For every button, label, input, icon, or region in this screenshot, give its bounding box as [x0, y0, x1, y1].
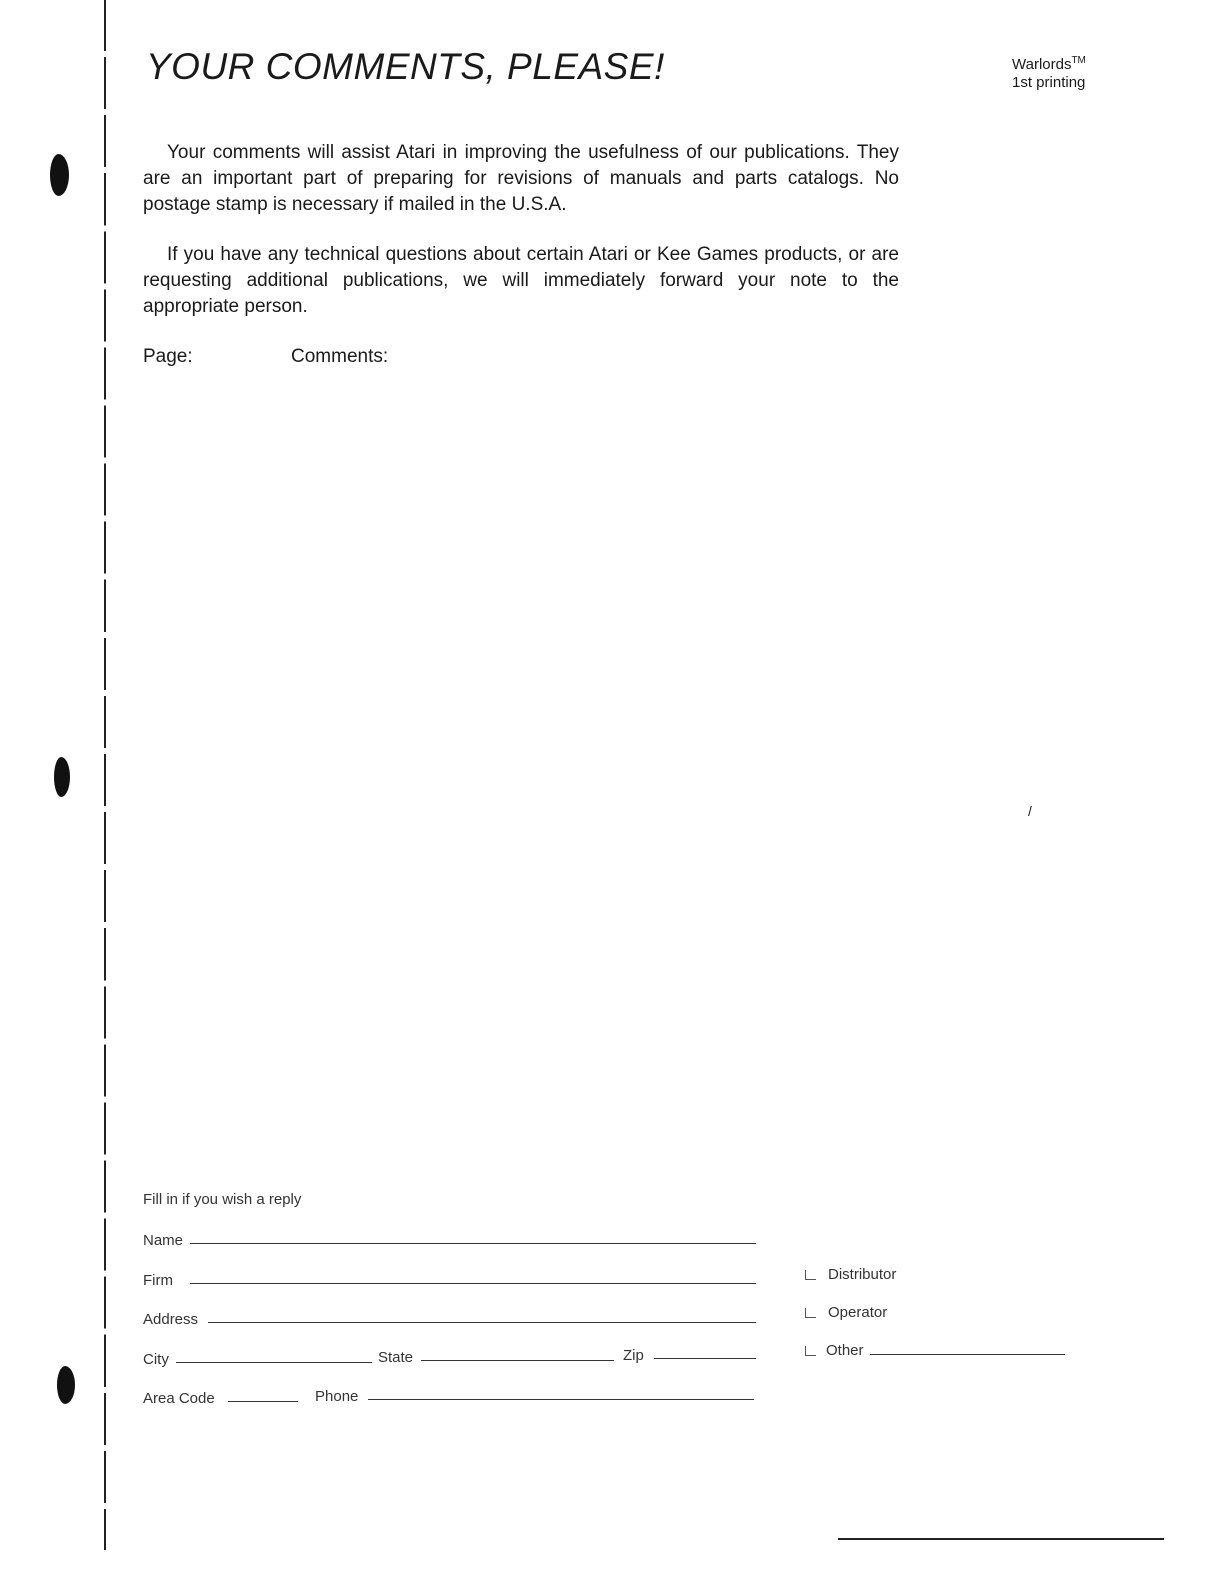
city-label: City [143, 1351, 169, 1368]
distributor-checkbox[interactable] [805, 1270, 816, 1280]
state-label: State [378, 1349, 414, 1366]
firm-label: Firm [143, 1272, 173, 1289]
other-label: Other [826, 1342, 864, 1359]
other-field[interactable] [870, 1354, 1065, 1355]
page-title: YOUR COMMENTS, PLEASE! [146, 46, 665, 87]
operator-label: Operator [828, 1304, 888, 1321]
punch-hole-top [50, 154, 69, 196]
area-code-label: Area Code [143, 1390, 215, 1407]
firm-field[interactable] [190, 1283, 756, 1284]
intro-paragraph-2: If you have any technical questions about certain Atari or Kee Games products, or are requesting additional publications, we will immediately forward your note to the appropriate person. [143, 244, 899, 317]
zip-field[interactable] [654, 1358, 756, 1359]
city-field[interactable] [176, 1362, 372, 1363]
reply-instruction: Fill in if you wish a reply [143, 1191, 302, 1208]
punch-hole-middle [54, 757, 70, 797]
operator-checkbox[interactable] [805, 1308, 816, 1318]
name-field[interactable] [190, 1243, 756, 1244]
distributor-label: Distributor [828, 1266, 897, 1283]
name-label: Name [143, 1232, 184, 1249]
phone-field[interactable] [368, 1399, 754, 1400]
margin-rule [104, 0, 106, 1550]
stray-mark: / [1028, 803, 1032, 819]
address-field[interactable] [208, 1322, 756, 1323]
comments-label: Comments: [291, 346, 389, 367]
phone-label: Phone [315, 1388, 359, 1405]
printing-label: 1st printing [1012, 74, 1086, 91]
trademark: TM [1071, 55, 1086, 66]
punch-hole-bottom [57, 1366, 75, 1404]
comments-area[interactable] [143, 380, 1043, 1160]
product-info [1012, 52, 1086, 92]
state-field[interactable] [421, 1360, 614, 1361]
address-label: Address [143, 1311, 199, 1328]
product-name: Warlords [1012, 56, 1072, 73]
zip-label: Zip [623, 1347, 644, 1364]
other-checkbox[interactable] [805, 1346, 816, 1356]
page-label: Page: [143, 346, 193, 367]
intro-paragraph-1: Your comments will assist Atari in improving the usefulness of our publications. They are an important part of preparing for revisions of manuals and parts catalogs. No postage stamp is necessary if mailed in the U.S.A. [143, 142, 899, 215]
bottom-rule [838, 1538, 1164, 1540]
area-code-field[interactable] [228, 1401, 298, 1402]
